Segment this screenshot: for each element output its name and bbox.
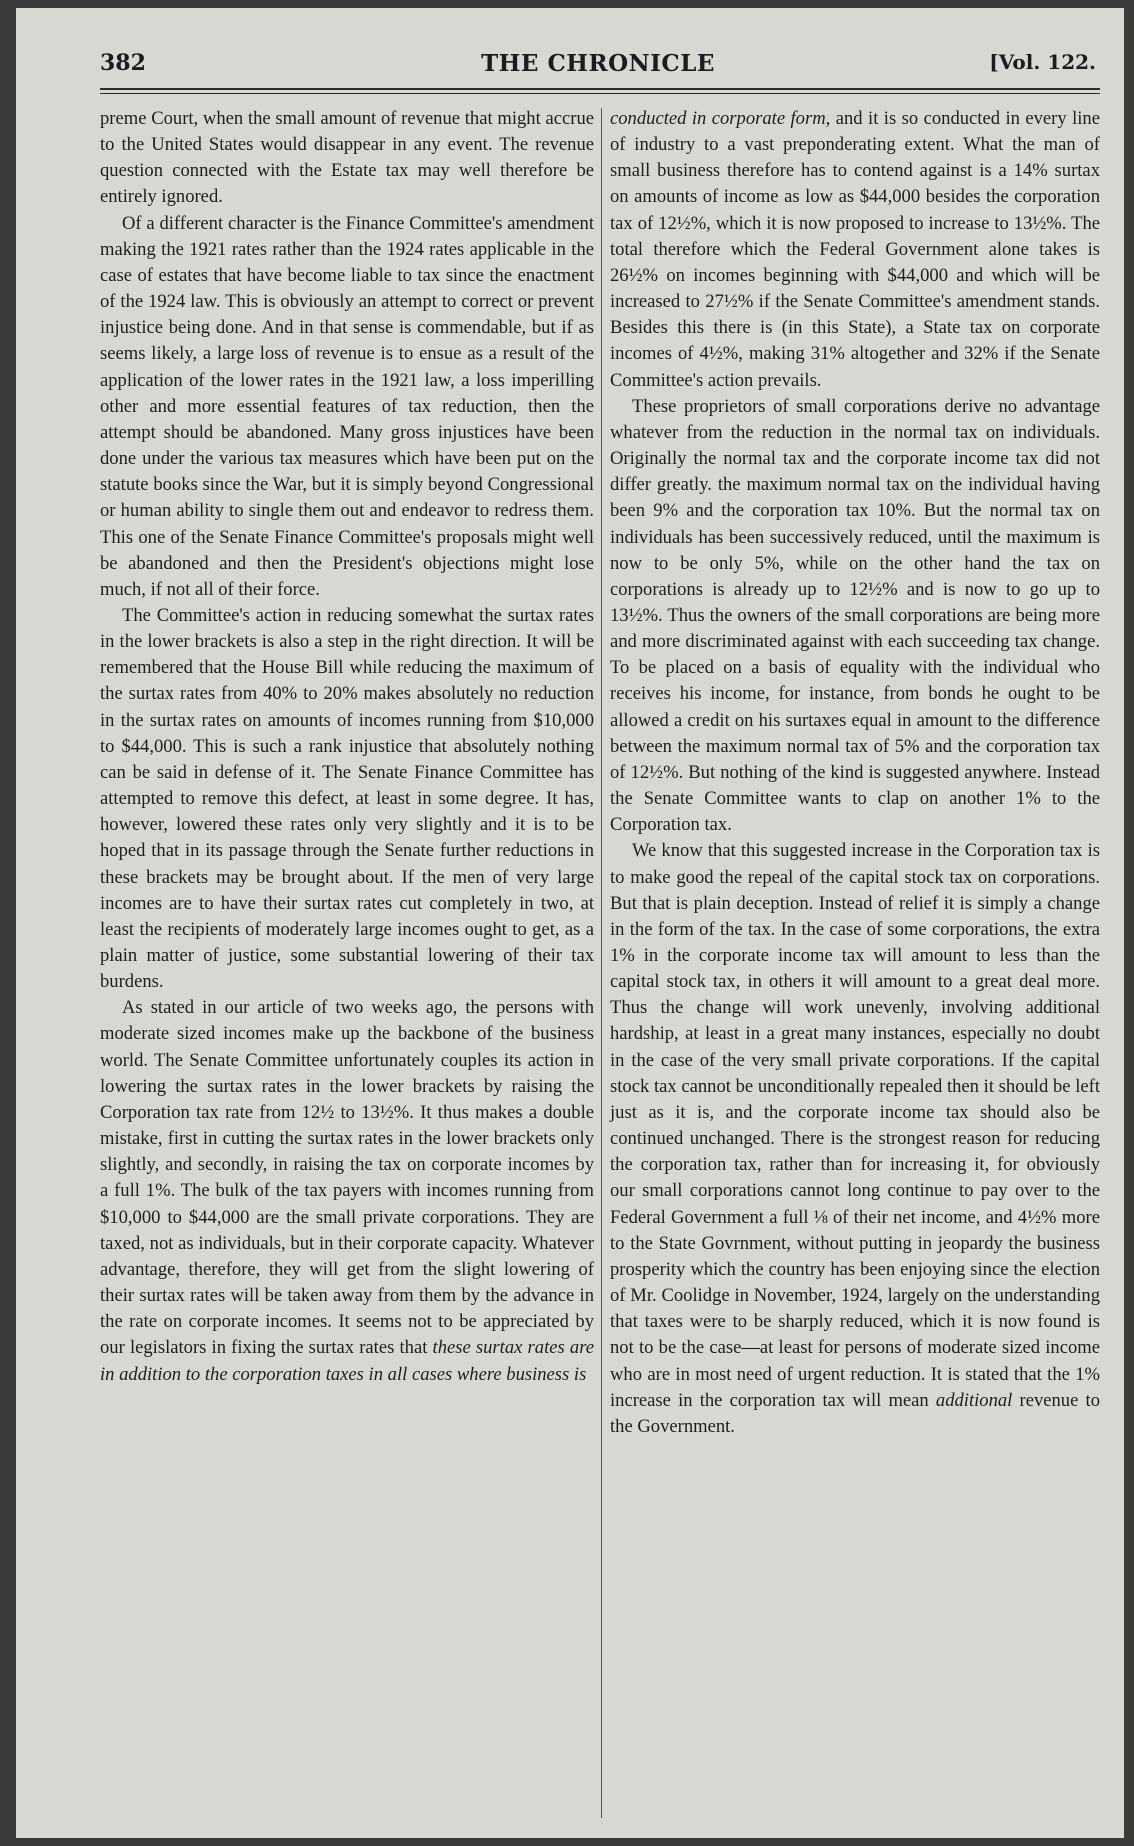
publication-title: THE CHRONICLE [481, 50, 715, 77]
right-column [610, 106, 1100, 1440]
newspaper-page [16, 8, 1124, 1838]
paragraph: As stated in our article of two weeks ago, the persons with moderate sized incomes make up the backbone of the business world. The Senate Committee unfortunately couples its action in lowering the surtax rates in the lower brackets by raising the Corporation tax rate from 12½ to 13½%. It thus makes a double mistake, first in cutting the surtax rates in the lower brackets only slightly, and secondly, in raising the tax on corporate incomes by a full 1%. The bulk of the tax payers with incomes running from $10,000 to $44,000 are the small private corporations. They are taxed, not as individuals, but in their corporate capacity. Whatever advantage, therefore, they will get from the slight lowering of their surtax rates will be taken away from them by the advance in the rate on corporate incomes. It seems not to be appreciated by our legislators in fixing the surtax rates that these surtax rates are in addition to the corporation taxes in all cases where business is [100, 997, 594, 1385]
paragraph: Of a different character is the Finance Committee's amendment making the 1921 rates rather than the 1924 rates applicable in the case of estates that have become liable to tax since the enactment of the 1924 law. This is obviously an attempt to correct or prevent injustice being done. And in that sense is commendable, but if as seems likely, a large loss of revenue is to ensue as a result of the application of the lower rates in the 1921 law, a loss imperilling other and more essential features of tax reduction, then the attempt should be abandoned. Many gross injustices have been done under the various tax measures which have been put on the statute books since the War, but it is simply beyond Congressional or human ability to single them out and endeavor to redress them. This one of the Senate Finance Committee's proposals might well be abandoned and then the President's objections might lose much, if not all of their force. [100, 212, 594, 600]
paragraph: These proprietors of small corporations derive no advantage whatever from the reduction in the normal tax on individuals. Originally the normal tax and the corporate income tax did not differ greatly. the maximum normal tax on the individual having been 9% and the corporation tax 10%. But the normal tax on individuals has been successively reduced, until the maximum is now to be only 5%, while on the other hand the tax on corporations is already up to 12½% and is now to go up to 13½%. Thus the owners of the small corporations are being more and more discriminated against with each succeeding tax change. To be placed on a basis of equality with the individual who receives his income, for instance, from bonds he ought to be allowed a credit on his surtaxes equal in amount to the difference between the maximum normal tax of 5% and the corporation tax of 12½%. But nothing of the kind is suggested anywhere. Instead the Senate Committee wants to clap on another 1% to the Corporation tax. [610, 395, 1100, 836]
page-header [100, 50, 1096, 84]
paragraph: We know that this suggested increase in the Corporation tax is to make good the repeal of the capital stock tax on corporations. But that is plain deception. Instead of relief it is simply a change in the form of the tax. In the case of some corporations, the extra 1% in the corporate income tax will amount to less than the capital stock tax, in others it will amount to a great deal more. Thus the change will work unevenly, involving additional hardship, at least in a great many instances, especially no doubt in the case of the very small private corporations. If the capital stock tax cannot be unconditionally repealed then it should be left just as it is, and the corporate income tax should also be continued unchanged. There is the strongest reason for reducing the corporation tax, rather than for increasing it, for obviously our small corporations cannot long continue to pay over to the Federal Government a full ⅛ of their net income, and 4½% more to the State Govrnment, without putting in jeopardy the business prosperity which the country has been enjoying since the election of Mr. Coolidge in November, 1924, largely on the understanding that taxes were to be sharply reduced, which it is now found is not to be the case—at least for persons of moderate sized income who are in most need of urgent reduction. It is stated that the 1% increase in the corporation tax will mean additional revenue to the Government. [610, 840, 1100, 1437]
column-divider [601, 108, 602, 1818]
header-rule-top [100, 88, 1100, 90]
page-number: 382 [100, 50, 146, 76]
left-column [100, 106, 594, 1388]
italic-text: these surtax rates are in addition to the corporation taxes in all cases where business is [100, 1337, 594, 1385]
volume-label: [Vol. 122. [989, 50, 1096, 74]
italic-text: conducted in corporate form, [610, 108, 831, 129]
header-rule-bottom [100, 93, 1100, 94]
paragraph: The Committee's action in reducing somewhat the surtax rates in the lower brackets is also a step in the right direction. It will be remembered that the House Bill while reducing the maximum of the surtax rates from 40% to 20% makes absolutely no reduction in the surtax rates on amounts of incomes running from $10,000 to $44,000. This is such a rank injustice that absolutely nothing can be said in defense of it. The Senate Finance Committee has attempted to remove this defect, at least in some degree. It has, however, lowered these rates only very slightly and it is to be hoped that in its passage through the Senate further reductions in these brackets may be brought about. If the men of very large incomes are to have their surtax rates cut completely in two, at least the recipients of moderately large incomes ought to get, as a plain matter of justice, some substantial lowering of their tax burdens. [100, 604, 594, 993]
paragraph: preme Court, when the small amount of revenue that might accrue to the United States would disappear in any event. The revenue question connected with the Estate tax may well therefore be entirely ignored. [100, 108, 594, 208]
italic-text: additional [935, 1389, 1013, 1411]
paragraph: conducted in corporate form, and it is so conducted in every line of industry to a vast preponderating extent. What the man of small business therefore has to contend against is a 14% surtax on amounts of income as low as $44,000 besides the corporation tax of 12½%, which it is now proposed to increase to 13½%. The total therefore which the Federal Government alone takes is 26½% on incomes beginning with $44,000 and which will be increased to 27½% if the Senate Committee's amendment stands. Besides this there is (in this State), a State tax on corporate incomes of 4½%, making 31% altogether and 32% if the Senate Committee's action prevails. [610, 108, 1100, 391]
